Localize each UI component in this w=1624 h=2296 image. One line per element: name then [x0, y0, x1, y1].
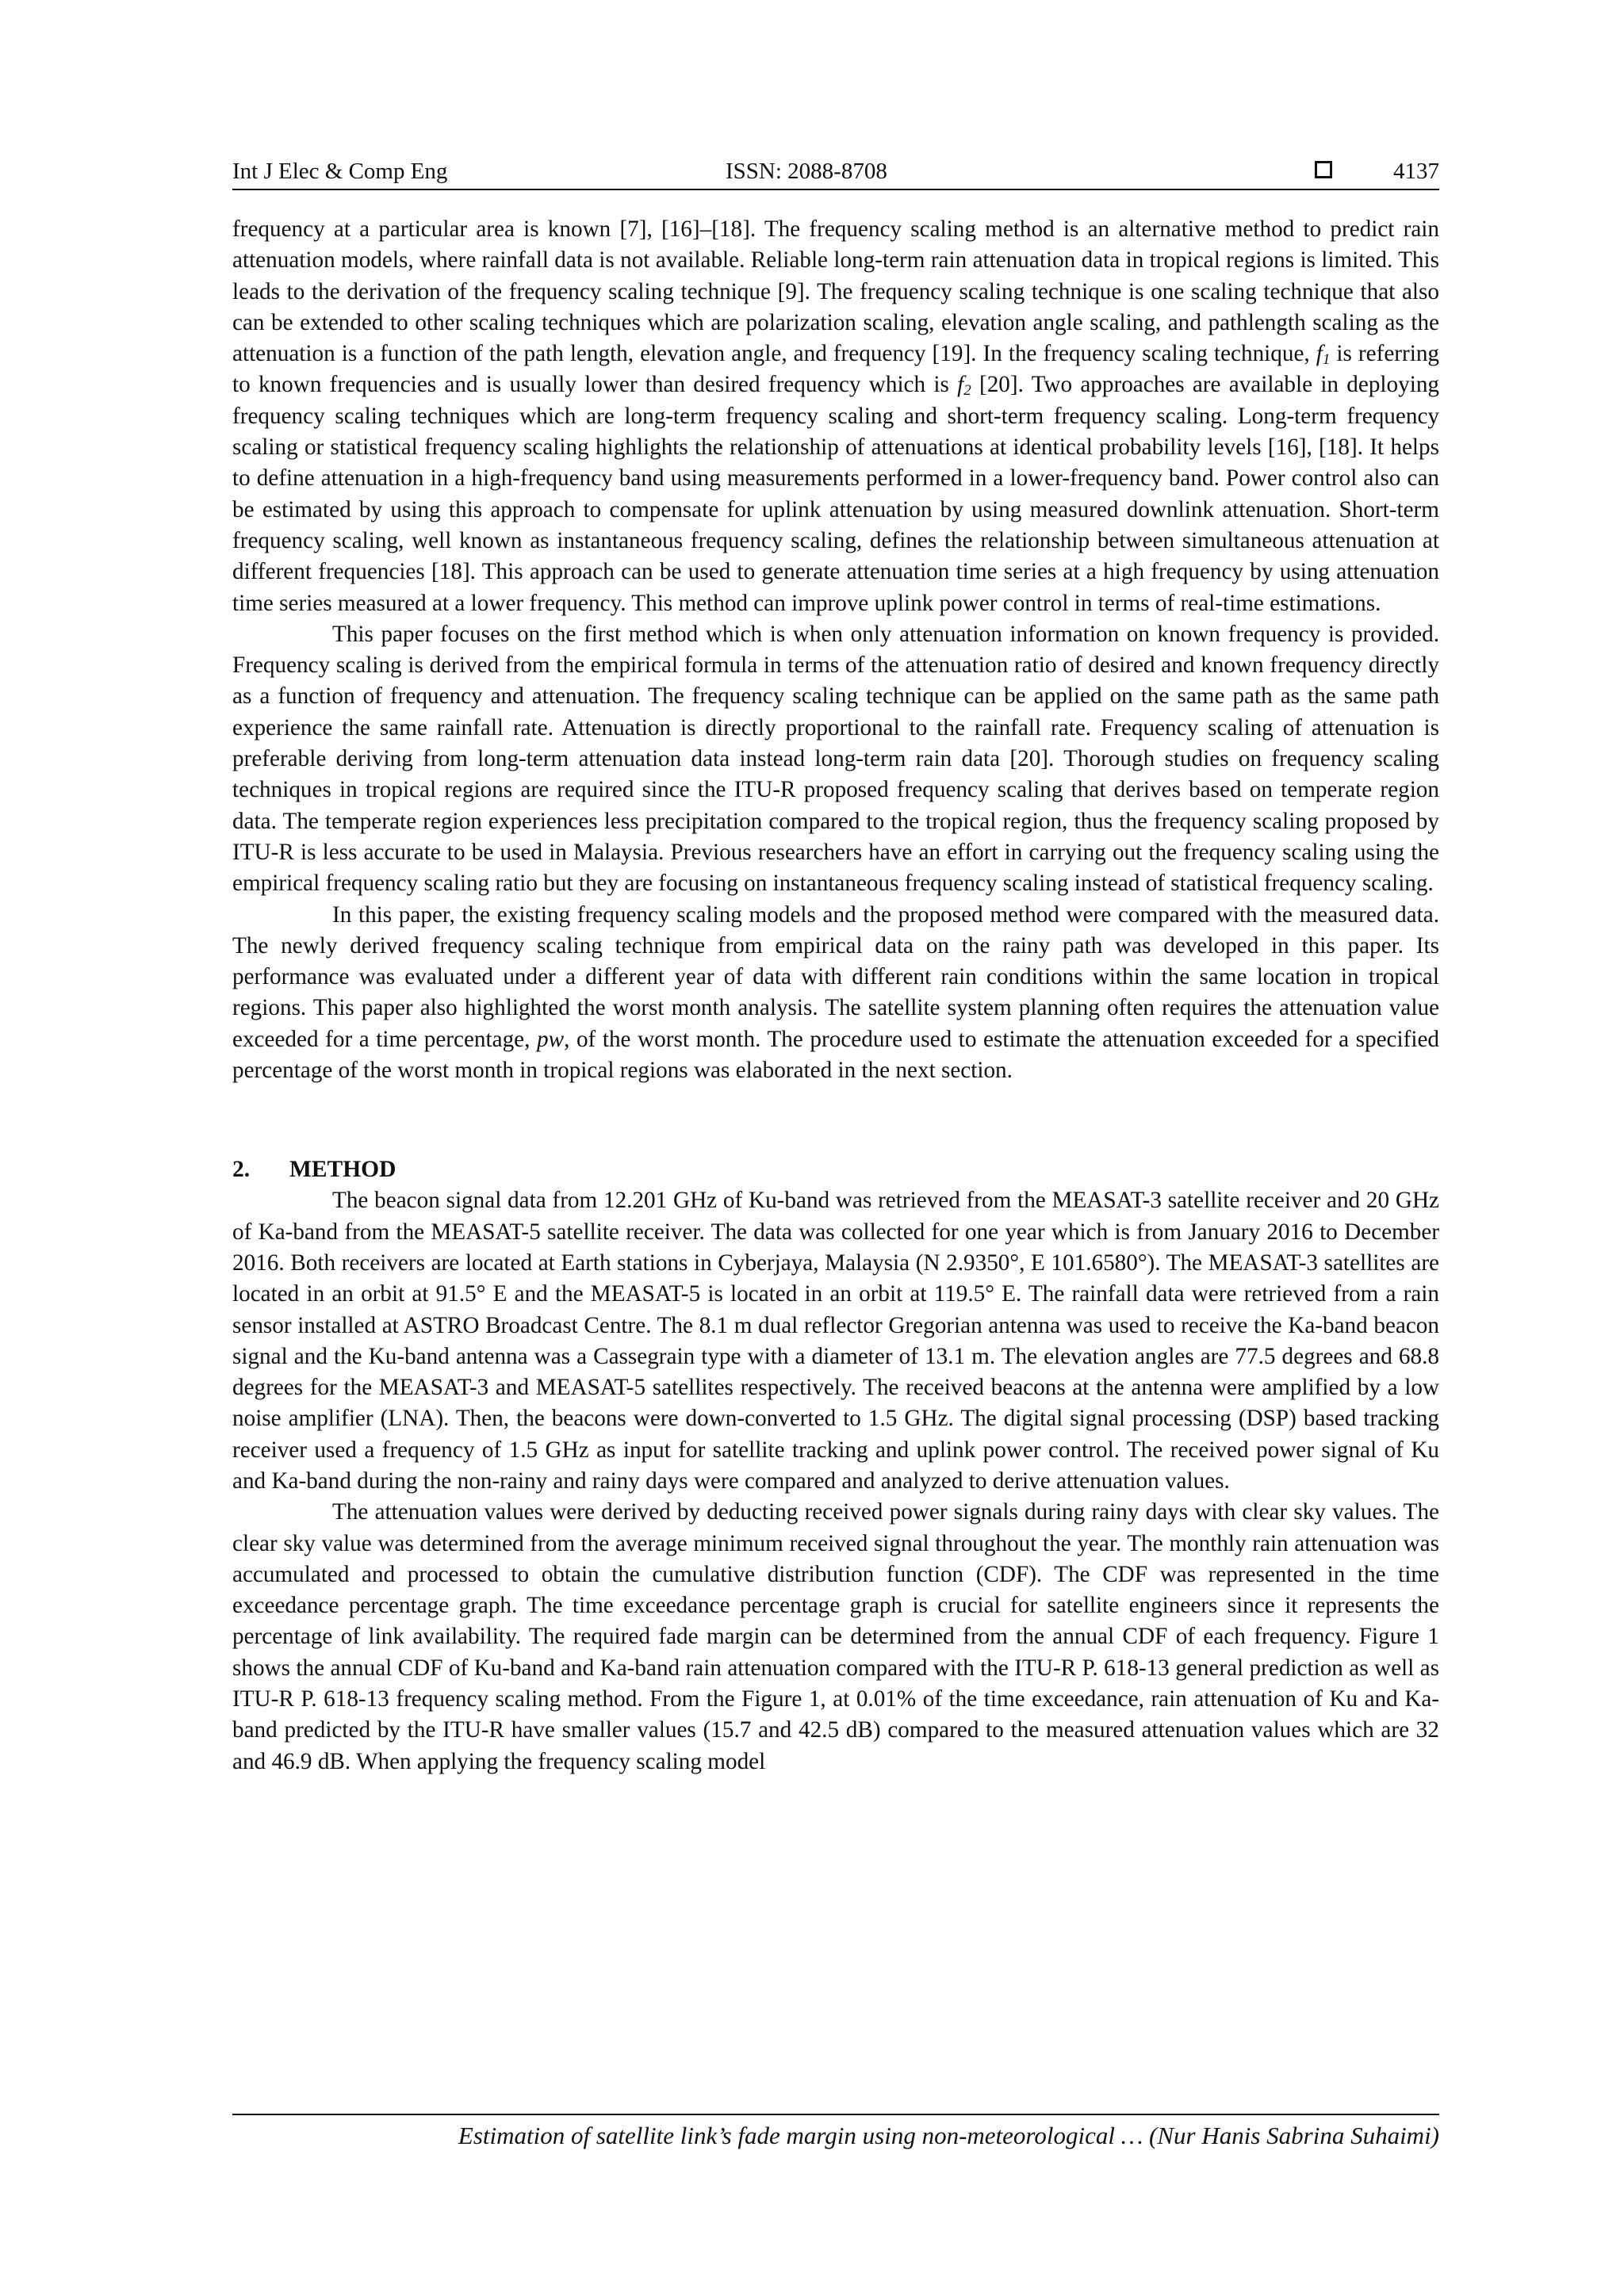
section-heading-method [232, 1154, 1439, 1185]
paragraph-3-part-a: In this paper, the existing frequency scaling models and the proposed method were compared with the measured data. The newly derived frequency scaling technique from empirical data on the rainy path was developed in this paper. Its performance was evaluated under a different year of data with different rain conditions within the same location in tropical regions. This paper also highlighted the worst month analysis. The satellite system planning often requires the attenuation value exceeded for a time percentage, [232, 901, 1439, 1052]
running-header [232, 155, 1439, 187]
page-number: 4137 [1393, 159, 1439, 184]
section-number: 2. [232, 1157, 251, 1183]
paragraph-1 [232, 214, 1439, 619]
journal-name: Int J Elec & Comp Eng [232, 159, 448, 184]
paragraph-3-part-b: , of the worst month. The procedure used to estimate the attenuation exceeded for a specified percentage of the worst month in tropical regions was elaborated in the next section. [232, 1026, 1440, 1084]
checkbox-square-icon [1315, 161, 1332, 178]
symbol-f2: $f_2$ [957, 372, 971, 400]
paragraph-3 [232, 900, 1439, 1087]
page-body [232, 214, 1439, 1777]
paragraph-1-part-a: frequency at a particular area is known [7], [16]–[18]. The frequency scaling method is an alternative method to predict rain attenuation models, where rainfall data is not available. Reliable long-term rain attenuation data in tropical regions is limited. This leads to the derivation of the frequency scaling technique [9]. The frequency scaling technique is one scaling technique that also can be extended to other scaling techniques which are polarization scaling, elevation angle scaling, and pathlength scaling as the attenuation is a function of the path length, elevation angle, and frequency [19]. In the frequency scaling technique, [232, 216, 1439, 367]
issn: ISSN: 2088-8708 [726, 159, 887, 184]
method-paragraph-1: The beacon signal data from 12.201 GHz of Ku-band was retrieved from the MEASAT-3 satellite receiver and 20 GHz of Ka-band from the MEASAT-5 satellite receiver. The data was collected for one year which is from January 2016 to December 2016. Both receivers are located at Earth stations in Cyberjaya, Malaysia (N 2.9350°, E 101.6580°). The MEASAT-3 satellites are located in an orbit at 91.5° E and the MEASAT-5 is located in an orbit at 119.5° E. The rainfall data were retrieved from a rain sensor installed at ASTRO Broadcast Centre. The 8.1 m dual reflector Gregorian antenna was used to receive the Ka-band beacon signal and the Ku-band antenna was a Cassegrain type with a diameter of 13.1 m. The elevation angles are 77.5 degrees and 68.8 degrees for the MEASAT-3 and MEASAT-5 satellites respectively. The received beacons at the antenna were amplified by a low noise amplifier (LNA). Then, the beacons were down-converted to 1.5 GHz. The digital signal processing (DSP) based tracking receiver used a frequency of 1.5 GHz as input for satellite tracking and uplink power control. The received power signal of Ku and Ka-band during the non-rainy and rainy days were compared and analyzed to derive attenuation values. [232, 1188, 1439, 1494]
symbol-pw: pw [537, 1026, 565, 1052]
running-footer: Estimation of satellite link’s fade margin using non-meteorological … (Nur Hanis Sabrina Suhaimi) [458, 2122, 1439, 2149]
section-title: METHOD [289, 1157, 396, 1183]
header-rule [232, 189, 1439, 190]
paragraph-1-part-c: [20]. Two approaches are available in deploying frequency scaling techniques which are long-term frequency scaling and short-term frequency scaling. Long-term frequency scaling or statistical frequency scaling highlights the relationship of attenuations at identical probability levels [16], [18]. It helps to define attenuation in a high-frequency band using measurements performed in a lower-frequency band. Power control also can be estimated by using this approach to compensate for uplink attenuation by using measured downlink attenuation. Short-term frequency scaling, well known as instantaneous frequency scaling, defines the relationship between simultaneous attenuation at different frequencies [18]. This approach can be used to generate attenuation time series at a high frequency by using attenuation time series measured at a lower frequency. This method can improve uplink power control in terms of real-time estimations. [232, 372, 1440, 616]
method-paragraph-2: The attenuation values were derived by deducting received power signals during rainy days with clear sky values. The clear sky value was determined from the average minimum received signal throughout the year. The monthly rain attenuation was accumulated and processed to obtain the cumulative distribution function (CDF). The CDF was represented in the time exceedance percentage graph. The time exceedance percentage graph is crucial for satellite engineers since it represents the percentage of link availability. The required fade margin can be determined from the annual CDF of each frequency. Figure 1 shows the annual CDF of Ku-band and Ka-band rain attenuation compared with the ITU-R P. 618-13 general prediction as well as ITU-R P. 618-13 frequency scaling method. From the Figure 1, at 0.01% of the time exceedance, rain attenuation of Ku and Ka-band predicted by the ITU-R have smaller values (15.7 and 42.5 dB) compared to the measured attenuation values which are 32 and 46.9 dB. When applying the frequency scaling model [232, 1499, 1439, 1774]
footer-rule [232, 2114, 1439, 2115]
symbol-f1: $f_1$ [1316, 341, 1331, 369]
paragraph-1-part-b: is referring to known frequencies and is usually lower than desired frequency which is [232, 341, 1440, 398]
paragraph-2: This paper focuses on the first method which is when only attenuation information on known frequency is provided. Frequency scaling is derived from the empirical formula in terms of the attenuation ratio of desired and known frequency directly as a function of frequency and attenuation. The frequency scaling technique can be applied on the same path as the same path experience the same rainfall rate. Attenuation is directly proportional to the rainfall rate. Frequency scaling of attenuation is preferable deriving from long-term attenuation data instead long-term rain data [20]. Thorough studies on frequency scaling techniques in tropical regions are required since the ITU-R proposed frequency scaling that derives based on temperate region data. The temperate region experiences less precipitation compared to the tropical region, thus the frequency scaling proposed by ITU-R is less accurate to be used in Malaysia. Previous researchers have an effort in carrying out the frequency scaling using the empirical frequency scaling ratio but they are focusing on instantaneous frequency scaling instead of statistical frequency scaling. [232, 621, 1439, 897]
